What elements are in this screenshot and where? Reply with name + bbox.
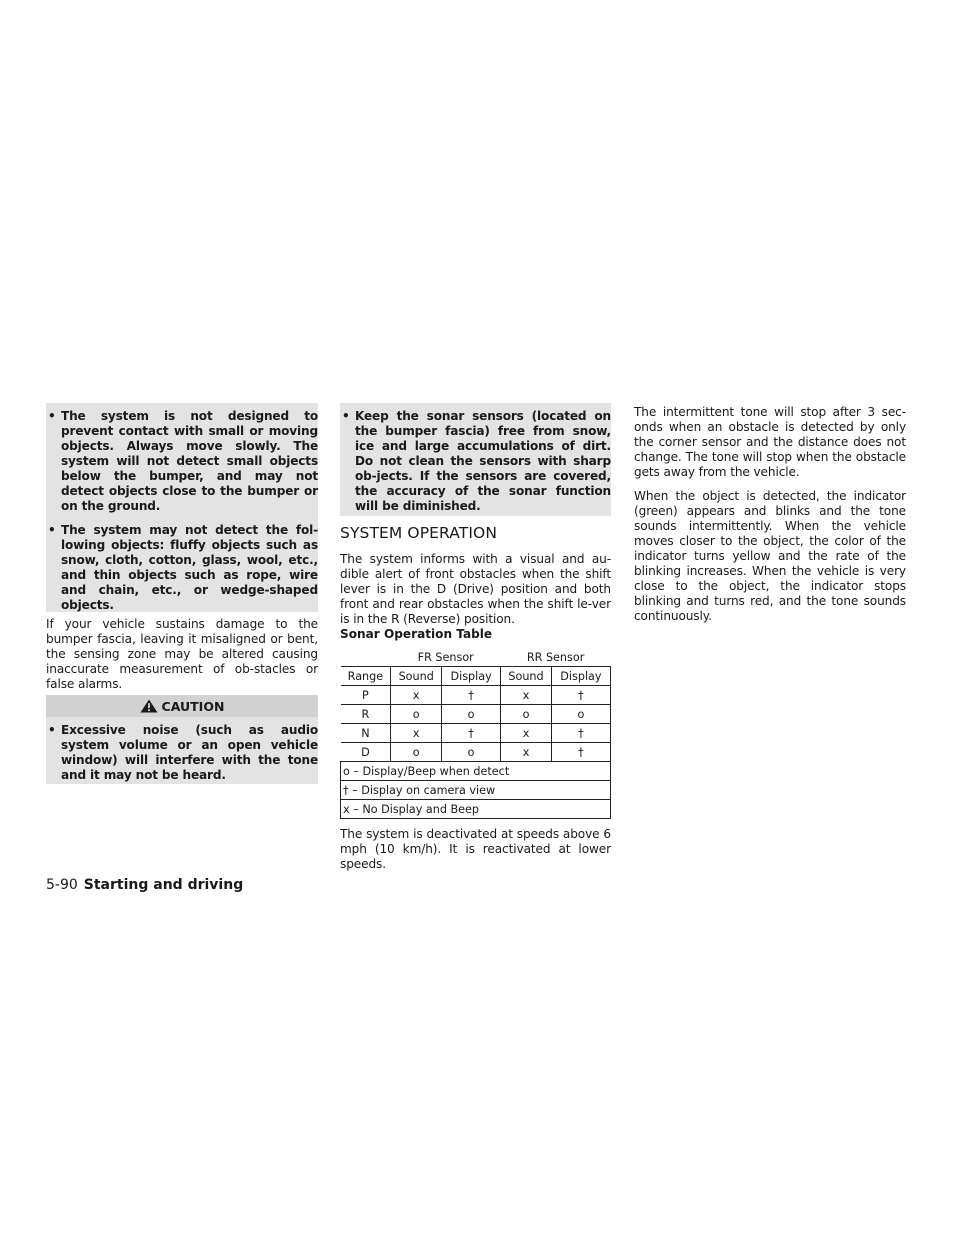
warning-item: • Keep the sonar sensors (located on the bumper fascia) free from snow, ice and large accumulations of dirt. Do not clean the sensors with sharp ob-jects. If the sensors are covered, the accuracy of the sonar function will be diminished.: [340, 409, 611, 514]
table-cell: o: [551, 705, 610, 724]
table-title: Sonar Operation Table: [340, 627, 493, 641]
deactivation-text: [340, 827, 611, 872]
warning-list-2: [340, 409, 611, 514]
table-legend: x – No Display and Beep: [341, 800, 611, 819]
table-col-header: Display: [442, 667, 501, 686]
table-legend: o – Display/Beep when detect: [341, 762, 611, 781]
table-row: [341, 686, 611, 705]
table-group-header: RR Sensor: [526, 650, 585, 664]
table-cell: x: [501, 724, 552, 743]
table-row: [341, 743, 611, 762]
damage-paragraph: If your vehicle sustains damage to the bumper fascia, leaving it misaligned or bent, the sensing zone may be altered causing inaccurate measurement of ob-stacles or false alarms.: [46, 617, 318, 691]
sonar-operation-table: [340, 648, 611, 819]
table-header-row: [341, 667, 611, 686]
table-legend-row: [341, 800, 611, 819]
table-group-header: FR Sensor: [417, 650, 474, 664]
table-group-header-row: [341, 648, 611, 667]
table-col-header: Range: [341, 667, 391, 686]
column-2: [340, 409, 611, 514]
table-cell: †: [551, 724, 610, 743]
warning-item: • The system may not detect the fol-lowing objects: fluffy objects such as snow, cloth, cotton, glass, wool, etc., and thin objects such as rope, wire and chain, etc., or wedge-shaped objects.: [46, 523, 318, 613]
warning-triangle-icon: [140, 699, 158, 713]
column-3: [634, 405, 906, 624]
caution-label: CAUTION: [161, 698, 225, 714]
table-cell: †: [551, 686, 610, 705]
column-1: [46, 409, 318, 613]
table-legend-row: [341, 762, 611, 781]
caution-content: [46, 723, 318, 783]
deactivation-paragraph: The system is deactivated at speeds above 6 mph (10 km/h). It is reactivated at lower speeds.: [340, 827, 611, 871]
table-cell: †: [551, 743, 610, 762]
column-1-paragraph-wrap: [46, 617, 318, 692]
section-name: Starting and driving: [83, 877, 244, 893]
table-cell: D: [341, 743, 391, 762]
table-cell: o: [501, 705, 552, 724]
table-legend: † – Display on camera view: [341, 781, 611, 800]
table-cell: †: [442, 686, 501, 705]
table-cell: x: [501, 743, 552, 762]
table-cell: x: [501, 686, 552, 705]
table-cell: x: [391, 724, 442, 743]
table-cell: o: [391, 743, 442, 762]
table-cell: o: [442, 705, 501, 724]
table-legend-row: [341, 781, 611, 800]
table-col-header: Sound: [391, 667, 442, 686]
table-col-header: Display: [551, 667, 610, 686]
table-cell: o: [391, 705, 442, 724]
system-operation-text: [340, 552, 611, 627]
table-cell: †: [442, 724, 501, 743]
table-cell: o: [442, 743, 501, 762]
page-footer: [46, 877, 243, 893]
table-row: [341, 705, 611, 724]
page-number: 5-90: [46, 877, 78, 893]
table-cell: P: [341, 686, 391, 705]
table-cell: N: [341, 724, 391, 743]
table-cell: R: [341, 705, 391, 724]
system-operation-paragraph: The system informs with a visual and au-dible alert of front obstacles when the shift lever is in the D (Drive) position and both front and rear obstacles when the shift le-ver is in the R (Reverse) position.: [340, 552, 611, 626]
caution-list: [46, 723, 318, 783]
tone-paragraph: The intermittent tone will stop after 3 sec-onds when an obstacle is detected by only the corner sensor and the distance does not change. The tone will stop when the obstacle gets away from the vehicle.: [634, 405, 906, 479]
warning-item: • The system is not designed to prevent contact with small or moving objects. Always move slowly. The system will not detect small objects below the bumper, and may not detect objects close to the bumper or on the ground.: [46, 409, 318, 514]
section-heading: SYSTEM OPERATION: [340, 524, 498, 542]
caution-header: [46, 695, 318, 717]
warning-list-1: [46, 409, 318, 613]
table-cell-empty: [341, 648, 391, 667]
caution-item: • Excessive noise (such as audio system volume or an open vehicle window) will interfere with the tone and it may not be heard.: [46, 723, 318, 783]
table-row: [341, 724, 611, 743]
table-col-header: Sound: [501, 667, 552, 686]
table-cell: x: [391, 686, 442, 705]
indicator-paragraph: When the object is detected, the indicator (green) appears and blinks and the tone sounds intermittently. When the vehicle moves closer to the object, the color of the indicator turns yellow and the rate of the blinking increases. When the vehicle is very close to the object, the indicator stops blinking and turns red, and the tone sounds continuously.: [634, 489, 906, 623]
